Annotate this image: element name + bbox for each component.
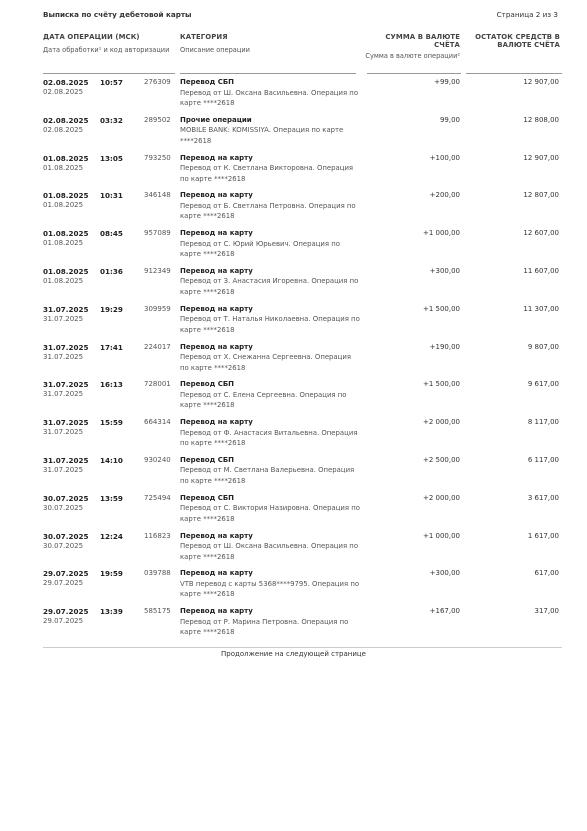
balance: 6 117,00 <box>527 455 559 464</box>
operation-time: 13:05 <box>100 153 123 163</box>
operation-description: MOBILE BANK: KOMISSIYA. Операция по карте ****2618 <box>180 126 344 145</box>
category: Перевод СБП <box>180 380 235 389</box>
processing-date: 02.08.2025 <box>43 88 84 96</box>
authorization-code: 793250 <box>144 153 171 162</box>
amount: +300,00 <box>429 266 460 275</box>
table-row <box>43 378 562 416</box>
table-row <box>43 416 562 454</box>
operation-description: VTB перевод с карты 5368****9795. Операция по карте ****2618 <box>180 579 360 599</box>
column-title-category: КАТЕГОРИЯ <box>180 33 228 41</box>
operation-time: 10:31 <box>100 191 123 201</box>
processing-date: 31.07.2025 <box>43 352 84 361</box>
table-row <box>43 265 562 303</box>
balance: 9 807,00 <box>527 342 559 351</box>
operation-date: 29.07.2025 <box>43 607 89 617</box>
operation-date: 31.07.2025 <box>43 418 89 428</box>
operation-description: Перевод от Ш. Оксана Васильевна. Операция по карте ****2618 <box>180 542 359 561</box>
balance: 8 117,00 <box>527 418 559 427</box>
processing-date: 30.07.2025 <box>43 503 84 512</box>
operation-description: Перевод от С. Елена Сергеевна. Операция по карте ****2618 <box>180 390 347 410</box>
category: Перевод на карту <box>180 607 253 616</box>
processing-date: 01.08.2025 <box>43 163 84 172</box>
operation-time: 03:32 <box>100 115 123 125</box>
category: Перевод на карту <box>180 418 253 427</box>
operation-time: 10:57 <box>100 78 123 87</box>
page-header <box>43 10 558 22</box>
operation-description: Перевод от Ф. Анастасия Витальевна. Операция по карте ****2618 <box>180 428 358 448</box>
balance: 317,00 <box>534 607 559 616</box>
operation-date: 01.08.2025 <box>43 229 89 239</box>
operation-time: 13:59 <box>100 493 123 503</box>
operation-time: 08:45 <box>100 229 123 239</box>
operation-time: 19:29 <box>100 304 123 314</box>
amount: +2 000,00 <box>422 493 460 502</box>
authorization-code: 912349 <box>144 266 171 275</box>
operation-time: 16:13 <box>100 380 123 390</box>
table-row <box>43 76 562 114</box>
balance: 12 907,00 <box>523 153 559 162</box>
amount: +300,00 <box>429 569 460 578</box>
amount: +190,00 <box>429 342 460 351</box>
operation-date: 31.07.2025 <box>43 342 89 352</box>
column-subtitle-date: Дата обработки¹ и код авторизации <box>43 46 170 54</box>
operation-date: 01.08.2025 <box>43 191 89 201</box>
balance: 12 607,00 <box>523 229 559 238</box>
processing-date: 29.07.2025 <box>43 579 84 588</box>
table-row <box>43 341 562 379</box>
processing-date: 01.08.2025 <box>43 239 84 248</box>
column-title-amount: СУММА В ВАЛЮТЕ СЧЁТА <box>385 33 460 49</box>
page-number: Страница 2 из 3 <box>496 10 558 19</box>
header-divider <box>43 73 175 74</box>
amount: +2 500,00 <box>422 455 460 464</box>
operation-date: 02.08.2025 <box>43 78 89 87</box>
authorization-code: 116823 <box>144 531 171 540</box>
column-header-amount <box>365 33 460 61</box>
column-title-date: ДАТА ОПЕРАЦИИ (МСК) <box>43 33 140 41</box>
processing-date: 01.08.2025 <box>43 276 84 285</box>
processing-date: 31.07.2025 <box>43 390 84 399</box>
amount: 99,00 <box>439 115 460 124</box>
authorization-code: 276309 <box>144 78 171 86</box>
operation-date: 02.08.2025 <box>43 115 89 125</box>
table-row <box>43 492 562 530</box>
header-divider <box>367 73 461 74</box>
operation-description: Перевод от Т. Наталья Николаевна. Операция по карте ****2618 <box>180 315 360 334</box>
table-row <box>43 303 562 341</box>
amount: +100,00 <box>429 153 460 162</box>
operation-description: Перевод от Б. Светлана Петровна. Операция по карте ****2618 <box>180 201 356 221</box>
column-header-category <box>180 33 355 55</box>
processing-date: 01.08.2025 <box>43 201 84 210</box>
operation-time: 12:24 <box>100 531 123 541</box>
balance: 11 607,00 <box>523 266 559 275</box>
table-row <box>43 152 562 190</box>
operation-description: Перевод от М. Светлана Валерьевна. Операция по карте ****2618 <box>180 466 355 485</box>
balance: 9 617,00 <box>527 380 559 389</box>
authorization-code: 664314 <box>144 418 171 427</box>
balance: 617,00 <box>534 569 559 578</box>
operation-date: 31.07.2025 <box>43 380 89 390</box>
operation-description: Перевод от З. Анастасия Игоревна. Операция по карте ****2618 <box>180 277 359 296</box>
balance: 11 307,00 <box>523 304 559 313</box>
column-header-date <box>43 33 175 55</box>
operation-description: Перевод от С. Юрий Юрьевич. Операция по карте ****2618 <box>180 239 340 259</box>
processing-date: 31.07.2025 <box>43 465 84 474</box>
category: Перевод на карту <box>180 531 253 540</box>
authorization-code: 930240 <box>144 455 171 464</box>
authorization-code: 289502 <box>144 115 171 124</box>
amount: +2 000,00 <box>422 418 460 427</box>
operation-description: Перевод от Р. Марина Петровна. Операция по карте ****2618 <box>180 617 349 637</box>
amount: +1 500,00 <box>422 380 460 389</box>
table-header <box>43 33 562 73</box>
amount: +1 500,00 <box>422 304 460 313</box>
category: Перевод СБП <box>180 455 235 464</box>
operation-time: 14:10 <box>100 455 123 465</box>
continuation-note: Продолжение на следующей странице <box>221 650 366 658</box>
balance: 12 807,00 <box>523 191 559 200</box>
column-title-balance: ОСТАТОК СРЕДСТВ В ВАЛЮТЕ СЧЁТА <box>475 33 560 49</box>
operation-time: 19:59 <box>100 569 123 579</box>
category: Прочие операции <box>180 115 252 124</box>
operation-date: 30.07.2025 <box>43 531 89 541</box>
authorization-code: 725494 <box>144 493 171 502</box>
operation-time: 01:36 <box>100 266 123 276</box>
balance: 12 907,00 <box>523 78 559 86</box>
header-divider <box>466 73 562 74</box>
processing-date: 02.08.2025 <box>43 125 84 134</box>
table-row <box>43 227 562 265</box>
balance: 1 617,00 <box>527 531 559 540</box>
authorization-code: 957089 <box>144 229 171 238</box>
operation-description: Перевод от Ш. Оксана Васильевна. Операция по карте ****2618 <box>180 88 359 107</box>
authorization-code: 585175 <box>144 607 171 616</box>
amount: +99,00 <box>434 78 460 86</box>
category: Перевод на карту <box>180 229 253 238</box>
table-row <box>43 567 562 605</box>
category: Перевод СБП <box>180 78 235 86</box>
column-subtitle-amount: Сумма в валюте операции² <box>365 52 460 60</box>
category: Перевод на карту <box>180 569 253 578</box>
column-header-balance <box>465 33 560 49</box>
authorization-code: 224017 <box>144 342 171 351</box>
amount: +167,00 <box>429 607 460 616</box>
table-row <box>43 530 562 568</box>
amount: +1 000,00 <box>422 229 460 238</box>
category: Перевод на карту <box>180 342 253 351</box>
operation-time: 13:39 <box>100 607 123 617</box>
authorization-code: 346148 <box>144 191 171 200</box>
authorization-code: 728001 <box>144 380 171 389</box>
category: Перевод на карту <box>180 191 253 200</box>
amount: +200,00 <box>429 191 460 200</box>
operation-date: 31.07.2025 <box>43 455 89 465</box>
table-row <box>43 189 562 227</box>
document-title: Выписка по счёту дебетовой карты <box>43 10 192 19</box>
operation-time: 15:59 <box>100 418 123 428</box>
processing-date: 31.07.2025 <box>43 314 84 323</box>
balance: 3 617,00 <box>527 493 559 502</box>
processing-date: 30.07.2025 <box>43 541 84 550</box>
authorization-code: 039788 <box>144 569 171 578</box>
operation-time: 17:41 <box>100 342 123 352</box>
authorization-code: 309959 <box>144 304 171 313</box>
processing-date: 31.07.2025 <box>43 428 84 437</box>
operation-date: 31.07.2025 <box>43 304 89 314</box>
operation-date: 29.07.2025 <box>43 569 89 579</box>
operation-description: Перевод от Х. Снежанна Сергеевна. Операция по карте ****2618 <box>180 353 351 372</box>
header-divider <box>180 73 356 74</box>
amount: +1 000,00 <box>422 531 460 540</box>
operation-date: 30.07.2025 <box>43 493 89 503</box>
processing-date: 29.07.2025 <box>43 617 84 626</box>
category: Перевод на карту <box>180 304 253 313</box>
transactions-table <box>43 76 562 643</box>
operation-description: Перевод от К. Светлана Викторовна. Операция по карте ****2618 <box>180 164 354 183</box>
category: Перевод СБП <box>180 493 235 502</box>
table-bottom-divider <box>43 647 562 648</box>
balance: 12 808,00 <box>523 115 559 124</box>
column-subtitle-category: Описание операции <box>180 46 250 54</box>
category: Перевод на карту <box>180 153 253 162</box>
category: Перевод на карту <box>180 266 253 275</box>
table-row <box>43 454 562 492</box>
table-row <box>43 605 562 643</box>
operation-date: 01.08.2025 <box>43 266 89 276</box>
table-row <box>43 114 562 152</box>
operation-description: Перевод от С. Виктория Назировна. Операция по карте ****2618 <box>180 504 360 523</box>
operation-date: 01.08.2025 <box>43 153 89 163</box>
